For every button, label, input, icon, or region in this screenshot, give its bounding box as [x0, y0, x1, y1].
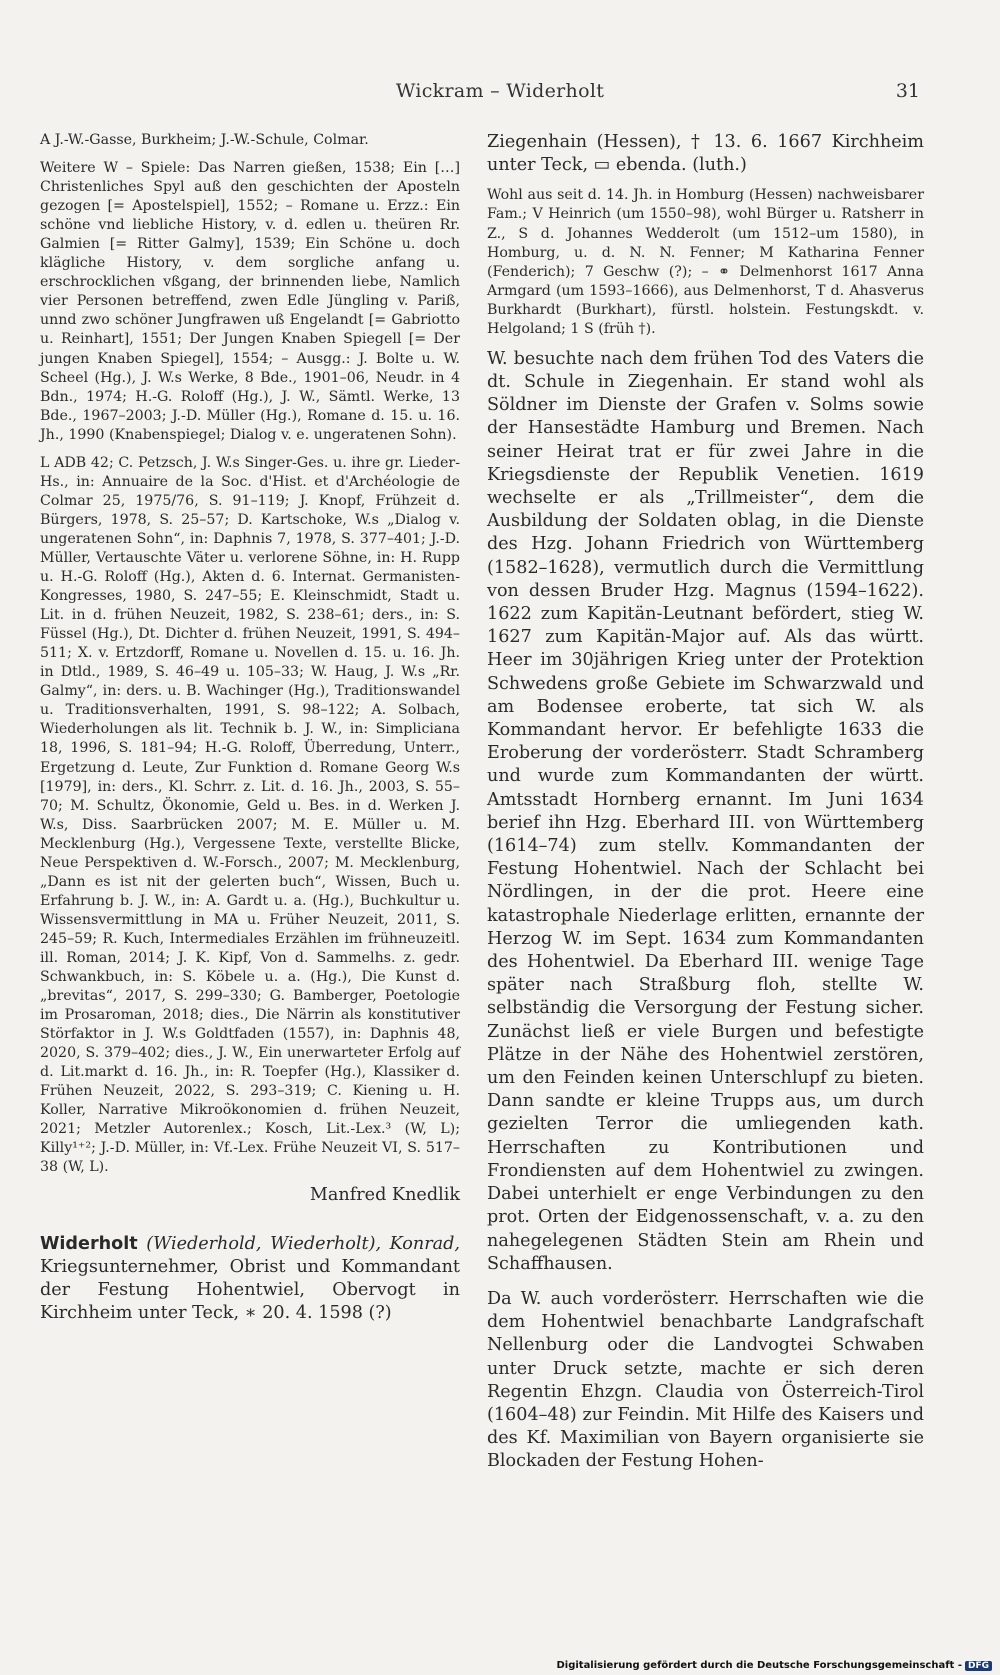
works-paragraph: Weitere W – Spiele: Das Narren gießen, 1538; Ein […] Christenliches Spyl auß den geschichten der Aposteln gezogen [= Apostelspiel], 1552; – Romane u. Erzz.: Ein schöne vnd liebliche History, v. d. edlen u. theüren Rr. Galmien [= Ritter Galmy], 1539; Ein Schöne u. doch klägliche History, v. dem sorgliche anfang u. erschrocklichen vßgang, der brinnenden liebe, Namlich vier Personen betreffend, zwen Edle Jüngling v. Pariß, unnd zwo schöner Jungfrawen uß Engelandt [= Gabriotto u. Reinhart], 1551; Der Jungen Knaben Spiegell [= Der jungen Knaben Spiegel], 1554; – Ausgg.: J. Bolte u. W. Scheel (Hg.), J. W.s Werke, 8 Bde., 1901–06, Neudr. in 4 Bdn., 1974; H.-G. Roloff (Hg.), J. W., Sämtl. Werke, 13 Bde., 1967–2003; J.-D. Müller (Hg.), Romane d. 15. u. 16. Jh., 1990 (Knabenspiegel; Dialog v. e. ungeratenen Sohn).: [40, 160, 460, 443]
page-header: [0, 80, 1000, 110]
entry-intro-continued: Ziegenhain (Hessen), † 13. 6. 1667 Kirchheim unter Teck, ▭ ebenda. (luth.): [487, 132, 924, 176]
places-paragraph: A J.-W.-Gasse, Burkheim; J.-W.-Schule, Colmar.: [40, 132, 369, 148]
literature-paragraph: L ADB 42; C. Petzsch, J. W.s Singer-Ges. u. ihre gr. Lieder-Hs., in: Annuaire de la Soc. d'Hist. et d'Archéologie de Colmar 25, 1975/76, S. 91–119; J. Knopf, Frühzeit d. Bürgers, 1978, S. 25–57; D. Kartschoke, W.s „Dialog v. ungeratenen Sohn“, in: Daphnis 7, 1978, S. 377–401; J.-D. Müller, Vertauschte Väter u. verlorene Söhne, in: H. Rupp u. H.-G. Roloff (Hg.), Akten d. 6. Internat. Germanisten-Kongresses, 1980, S. 247–55; E. Kleinschmidt, Stadt u. Lit. in d. frühen Neuzeit, 1982, S. 238–61; ders., in: S. Füssel (Hg.), Dt. Dichter d. frühen Neuzeit, 1991, S. 494–511; X. v. Ertzdorff, Romane u. Novellen d. 15. u. 16. Jh. in Dtld., 1989, S. 46–49 u. 105–33; W. Haug, J. W.s „Rr. Galmy“, in: ders. u. B. Wachinger (Hg.), Traditionswandel u. Traditionsverhalten, 1991, S. 98–122; A. Solbach, Wiederholungen als lit. Technik b. J. W., in: Simpliciana 18, 1996, S. 181–94; H.-G. Roloff, Überredung, Unterr., Ergetzung d. Leute, Zur Funktion d. Romane Georg W.s [1979], in: ders., Kl. Schrr. z. Lit. d. 16. Jh., 2003, S. 55–70; M. Schultz, Ökonomie, Geld u. Bes. in d. Werken J. W.s, Diss. Saarbrücken 2007; M. E. Müller u. M. Mecklenburg (Hg.), Vergessene Texte, verstellte Blicke, Neue Perspektiven d. W.-Forsch., 2007; M. Mecklenburg, „Dann es ist nit der gelerten buch“, Wissen, Buch u. Erfahrung b. J. W., in: A. Gardt u. a. (Hg.), Buchkultur u. Wissensvermittlung in MA u. Früher Neuzeit, 2011, S. 245–59; R. Kuch, Intermediales Erzählen im frühneuzeitl. ill. Roman, 2014; J. K. Kipf, Von d. Sammelhs. z. gedr. Schwankbuch, in: S. Köbele u. a. (Hg.), Die Kunst d. „brevitas“, 2017, S. 299–330; G. Bamberger, Poetologie im Prosaroman, 2018; dies., Die Närrin als konstitutiver Störfaktor in J. W.s Goldtfaden (1557), in: Daphnis 48, 2020, S. 379–402; dies., J. W., Ein unerwarteter Erfolg auf d. Lit.markt d. 16. Jh., in: R. Toepfer (Hg.), Klassiker d. Frühen Neuzeit, 2022, S. 293–319; C. Kiening u. H. Koller, Narrative Mikroökonomien d. frühen Neuzeit, 2021; Metzler Autorenlex.; Kosch, Lit.-Lex.³ (W, L); Killy¹⁺²; J.-D. Müller, in: Vf.-Lex. Frühe Neuzeit VI, S. 517–38 (W, L).: [40, 454, 460, 1176]
right-column: [487, 131, 924, 1474]
entry-headword: Widerholt: [40, 1233, 138, 1254]
genealogy-paragraph: Wohl aus seit d. 14. Jh. in Homburg (Hessen) nachweisbarer Fam.; V Heinrich (um 1550–98), wohl Bürger u. Ratsherr in Z., S d. Johannes Wedderolt (um 1512–um 1580), in Homburg, u. d. N. N. Fenner; M Katharina Fenner (Fenderich); 7 Geschw (?); – ⚭ Delmenhorst 1617 Anna Armgard (um 1593–1666), aus Delmenhorst, T d. Ahasverus Burkhardt (Burkhart), fürstl. holstein. Festungskdt. v. Helgoland; 1 S (früh †).: [487, 187, 924, 337]
page-number: 31: [895, 80, 920, 102]
biography-paragraph-1: W. besuchte nach dem frühen Tod des Vaters die dt. Schule in Ziegenhain. Er stand wohl als Söldner im Dienste der Grafen v. Solms sowie der Hansestädte Hamburg und Bremen. Nach seiner Heirat trat er für zwei Jahre in die Kriegsdienste der Republik Venetien. 1619 wechselte er als „Trillmeister“, dem die Ausbildung der Soldaten oblag, in die Dienste des Hzg. Johann Friedrich von Württemberg (1582–1628), vermutlich durch die Vermittlung von dessen Bruder Hzg. Magnus (1594–1622). 1622 zum Kapitän-Leutnant befördert, stieg W. 1627 zum Kapitän-Major auf. Als das württ. Heer im 30jährigen Krieg unter der Protektion Schwedens große Gebiete im Schwarzwald und am Bodensee eroberte, tat sich W. als Kommandant hervor. Er befehligte 1633 die Eroberung der vorderösterr. Stadt Schramberg und wurde zum Kommandanten der württ. Amtsstadt Hornberg ernannt. Im Juni 1634 berief ihn Hzg. Eberhard III. von Württemberg (1614–74) zum stellv. Kommandanten der Festung Hohentwiel. Nach der Schlacht bei Nördlingen, in der die prot. Heere eine katastrophale Niederlage erlitten, ernannte der Herzog W. im Sept. 1634 zum Kommandanten des Hohentwiel. Da Eberhard III. wenige Tage später nach Straßburg floh, stellte W. selbständig die Versorgung der Festung sicher. Zunächst ließ er viele Burgen und befestigte Plätze in der Nähe des Hohentwiel zerstören, um den Feinden keinen Unterschlupf zu bieten. Dann sandte er kleine Trupps aus, um durch gezielten Terror die umliegenden kath. Herrschaften zu Kontributionen und Frondiensten auf dem Hohentwiel zu zwingen. Dabei unterhielt er enge Verbindungen zu den prot. Orten der Eidgenossenschaft, v. a. zu den nahegelegenen Städten Stein am Rhein und Schaffhausen.: [487, 348, 924, 1274]
dfg-logo: DFG: [965, 1661, 992, 1671]
entry-variants: (Wiederhold, Wiederholt), Konrad,: [137, 1233, 460, 1254]
footer-text: Digitalisierung gefördert durch die Deutsche Forschungsgemeinschaft -: [556, 1660, 962, 1671]
entry-intro: Kriegsunternehmer, Obrist und Kommandant der Festung Hohentwiel, Obervogt in Kirchheim unter Teck, ∗ 20. 4. 1598 (?): [40, 1256, 460, 1324]
left-column: [40, 131, 460, 1326]
entry-heading: [40, 1233, 460, 1326]
author-signature: Manfred Knedlik: [309, 1184, 460, 1205]
biography-paragraph-2: Da W. auch vorderösterr. Herrschaften wie die dem Hohentwiel benachbarte Landgrafschaft Nellenburg oder die Landvogtei Schwaben unter Druck setzte, machte er sich deren Regentin Ehzgn. Claudia von Österreich-Tirol (1604–48) zur Feindin. Mit Hilfe des Kaisers und des Kf. Maximilian von Bayern organisierte sie Blockaden der Festung Hohen-: [487, 1288, 924, 1472]
digitization-footer: [556, 1660, 992, 1671]
running-head: Wickram – Widerholt: [395, 80, 605, 102]
